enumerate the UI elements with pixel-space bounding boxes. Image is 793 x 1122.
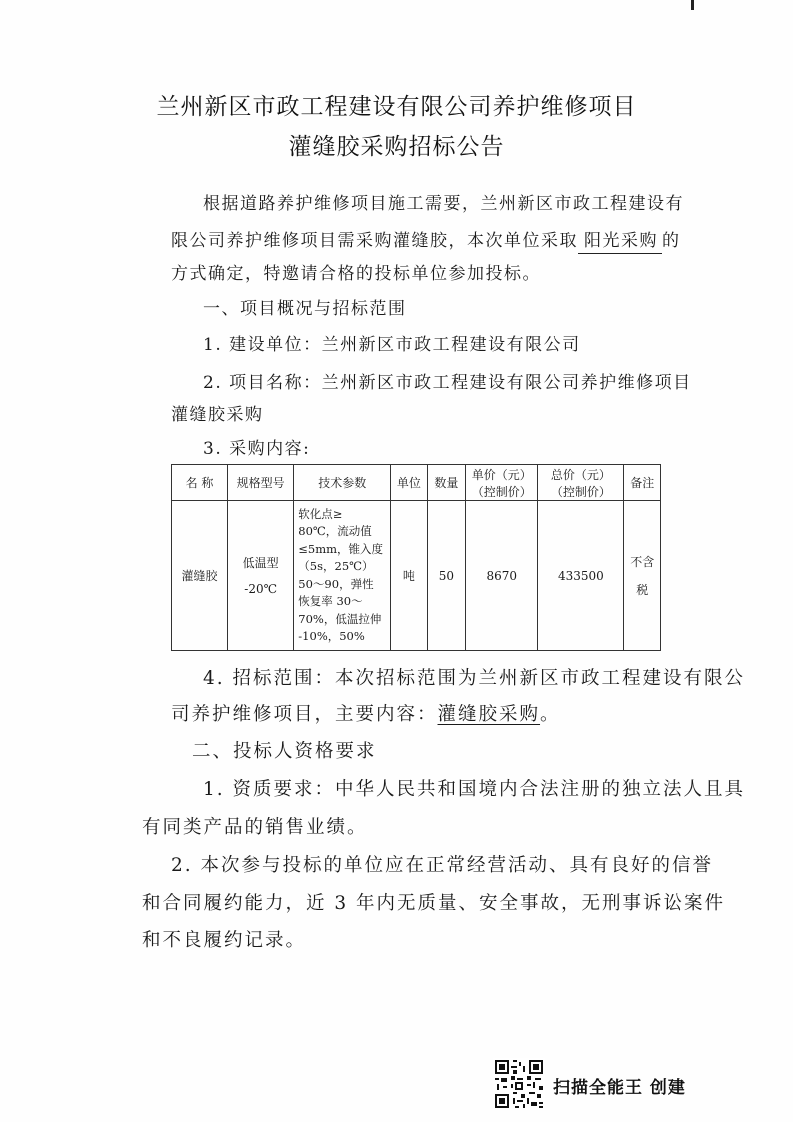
header-name: 名 称 — [172, 465, 228, 501]
cell-price: 8670 — [466, 501, 538, 651]
header-total-line2: （控制价） — [550, 484, 611, 499]
section2-item2-line1: 2. 本次参与投标的单位应在正常经营活动、具有良好的信誉 — [171, 855, 714, 876]
tech-line: -10%，50% — [298, 629, 365, 643]
cell-note-line2: 税 — [636, 582, 649, 597]
section1-item2-line1: 2. 项目名称：兰州新区市政工程建设有限公司养护维修项目 — [203, 373, 692, 393]
header-note: 备注 — [624, 465, 661, 501]
header-unit: 单位 — [391, 465, 427, 501]
cell-total: 433500 — [538, 501, 624, 651]
header-total-line1: 总价（元） — [550, 467, 611, 482]
intro-line-3: 方式确定，特邀请合格的投标单位参加投标。 — [171, 264, 541, 284]
intro-line-2 — [171, 229, 681, 254]
section1-item2-line2: 灌缝胶采购 — [171, 405, 264, 425]
tech-line: 50～90，弹性 — [298, 576, 374, 591]
section2-item1-line2: 有同类产品的销售业绩。 — [142, 817, 368, 838]
cell-note — [624, 501, 661, 651]
section1-heading: 一、项目概况与招标范围 — [203, 299, 407, 319]
cell-model — [228, 501, 294, 651]
header-tech: 技术参数 — [294, 465, 391, 501]
document-title-line1: 兰州新区市政工程建设有限公司养护维修项目 — [156, 94, 637, 120]
tech-line: 80℃，流动值 — [298, 524, 372, 538]
tech-line: （5s，25℃） — [298, 559, 374, 573]
cell-note-line1: 不含 — [630, 554, 655, 569]
header-price-line2: （控制价） — [471, 484, 532, 499]
intro-line-2-end: 的 — [662, 231, 681, 251]
scope-content: 灌缝胶采购 — [437, 704, 541, 725]
section1-item3: 3. 采购内容: — [203, 439, 311, 459]
cell-model-line1: 低温型 — [242, 555, 279, 570]
scanner-watermark-label: 扫描全能王 创建 — [553, 1078, 686, 1098]
tech-line: 软化点≥ — [298, 506, 343, 521]
header-price — [466, 465, 538, 501]
section2-item2-line2: 和合同履约能力，近 3 年内无质量、安全事故，无刑事诉讼案件 — [142, 893, 726, 914]
procurement-table — [171, 464, 661, 651]
document-title-line2: 灌缝胶采购招标公告 — [288, 134, 505, 160]
procurement-method: 阳光采购 — [578, 229, 662, 254]
table-row — [172, 501, 661, 651]
table-header-row — [172, 465, 661, 501]
qr-code-icon — [493, 1058, 545, 1110]
header-total — [538, 465, 624, 501]
section2-item2-line3: 和不良履约记录。 — [142, 930, 307, 951]
section1-item1: 1. 建设单位：兰州新区市政工程建设有限公司 — [203, 335, 581, 355]
cell-unit: 吨 — [391, 501, 427, 651]
tech-line: 70%，低温拉伸 — [298, 611, 382, 626]
tech-line: ≤5mm，锥入度 — [298, 541, 384, 556]
cell-tech — [294, 501, 391, 651]
section2-heading: 二、投标人资格要求 — [192, 741, 377, 762]
cell-model-line2: -20℃ — [244, 581, 278, 596]
cell-name: 灌缝胶 — [172, 501, 228, 651]
section2-item1-line1: 1. 资质要求：中华人民共和国境内合法注册的独立法人且具 — [203, 779, 746, 800]
item4-line2-text: 司养护维修项目，主要内容： — [171, 704, 438, 725]
header-price-line1: 单价（元） — [471, 467, 532, 482]
cell-qty: 50 — [427, 501, 466, 651]
section1-item4-line2 — [171, 703, 561, 727]
scan-edge-mark — [691, 0, 694, 10]
tech-line: 恢复率 30～ — [298, 594, 363, 608]
section1-item4-line1: 4. 招标范围：本次招标范围为兰州新区市政工程建设有限公 — [203, 668, 746, 689]
intro-line-2-text: 限公司养护维修项目需采购灌缝胶，本次单位采取 — [171, 231, 578, 251]
header-qty: 数量 — [427, 465, 466, 501]
intro-line-1: 根据道路养护维修项目施工需要，兰州新区市政工程建设有 — [203, 194, 684, 214]
header-model: 规格型号 — [228, 465, 294, 501]
item4-line2-end: 。 — [540, 704, 561, 725]
